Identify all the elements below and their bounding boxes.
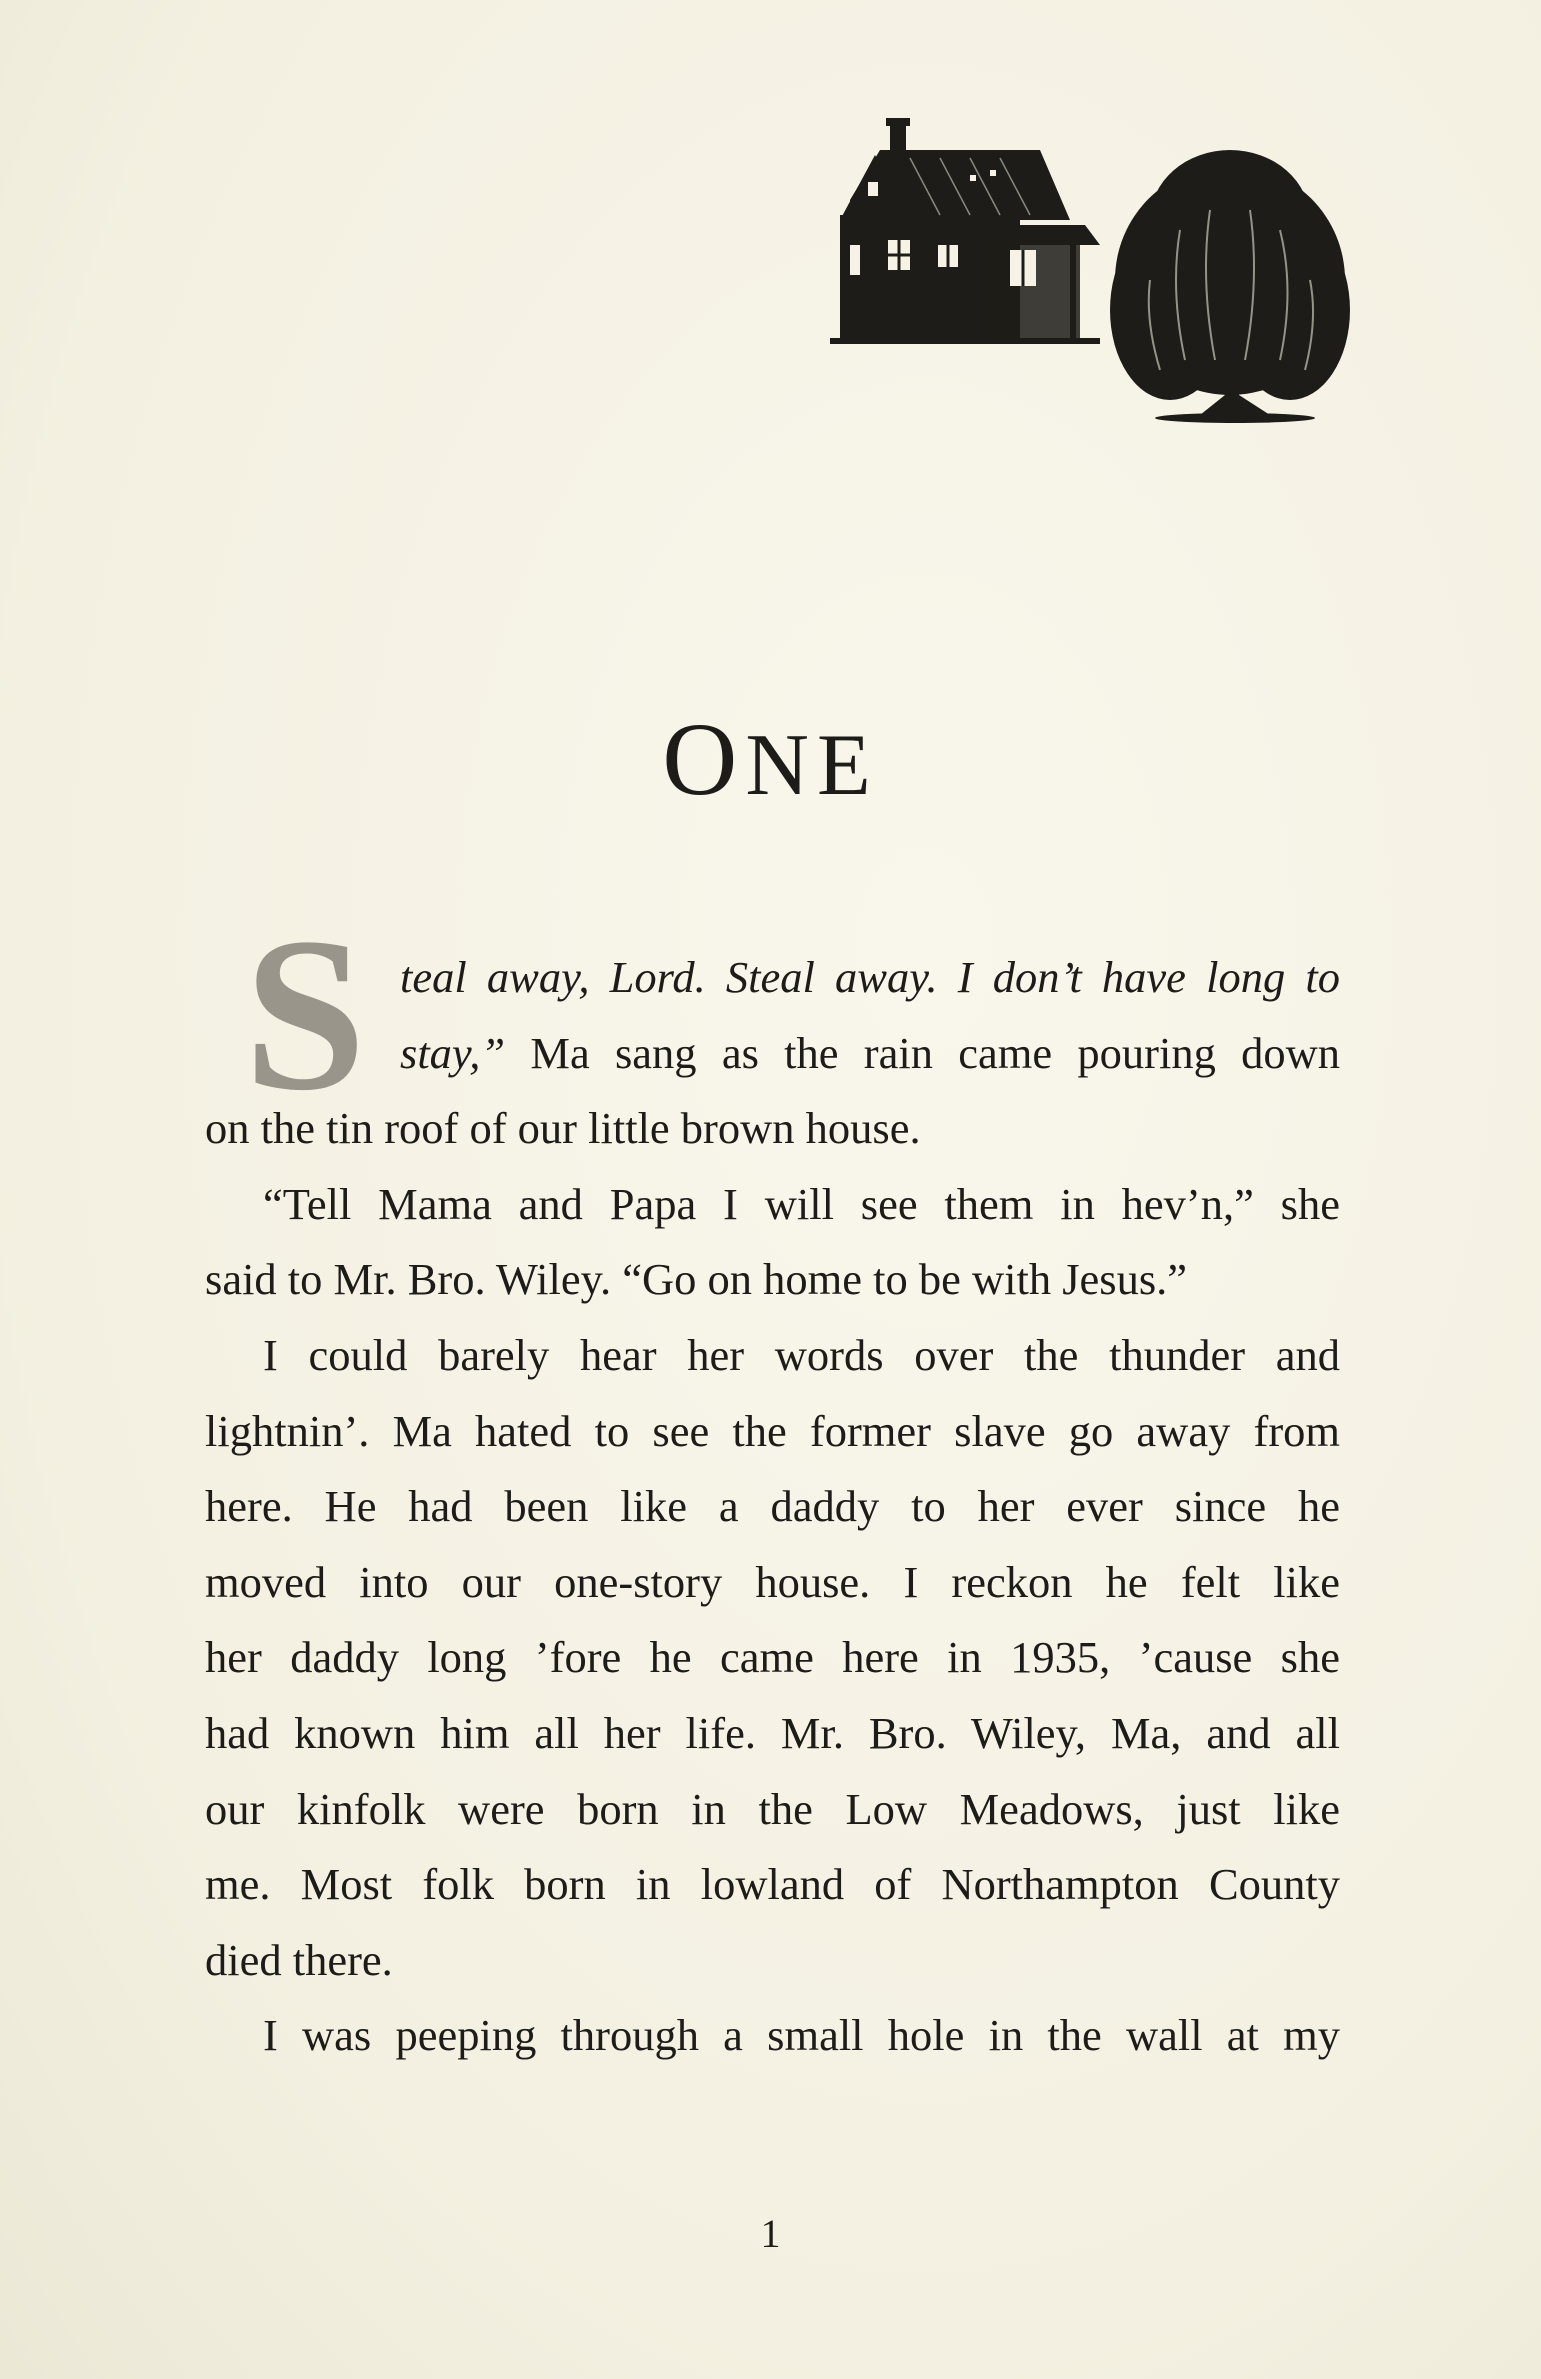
- chapter-title: [0, 700, 1541, 819]
- italic-lyric: teal away, Lord. Steal away. I don’t have long to: [400, 952, 1340, 1002]
- text-line: her daddy long ’fore he came here in 1935, ’cause she: [205, 1632, 1340, 1683]
- page-number: 1: [760, 2211, 781, 2256]
- text-line: died there.: [205, 1934, 393, 1985]
- text-line: me. Most folk born in lowland of Northampton County: [205, 1859, 1340, 1910]
- italic-lyric: stay,”: [400, 1027, 506, 1078]
- text-line: on the tin roof of our little brown house.: [205, 1103, 921, 1154]
- text-line: I was peeping through a small hole in the wall at my: [263, 2010, 1340, 2061]
- text-line: “Tell Mama and Papa I will see them in hev’n,” she: [263, 1178, 1340, 1229]
- text-line: had known him all her life. Mr. Bro. Wiley, Ma, and all: [205, 1707, 1340, 1758]
- body-text: [205, 940, 1340, 2074]
- text-line: [205, 940, 1340, 1016]
- chapter-title-initial: O: [662, 702, 746, 817]
- chapter-title-rest: NE: [745, 717, 879, 814]
- text-line: I could barely hear her words over the thunder and: [263, 1329, 1340, 1380]
- drop-cap-letter: S: [243, 930, 367, 1100]
- text-line: moved into our one-story house. I reckon he felt like: [205, 1556, 1340, 1607]
- text-line: lightnin’. Ma hated to see the former slave go away from: [205, 1405, 1340, 1456]
- house-and-willow-tree-icon: [830, 110, 1370, 440]
- text-line: our kinfolk were born in the Low Meadows, just like: [205, 1783, 1340, 1834]
- text-line: here. He had been like a daddy to her ever since he: [205, 1481, 1340, 1532]
- text-line: said to Mr. Bro. Wiley. “Go on home to be with Jesus.”: [205, 1254, 1188, 1305]
- text-line: [205, 1016, 1340, 1092]
- text-span: Ma sang as the rain came pouring down: [505, 1027, 1340, 1078]
